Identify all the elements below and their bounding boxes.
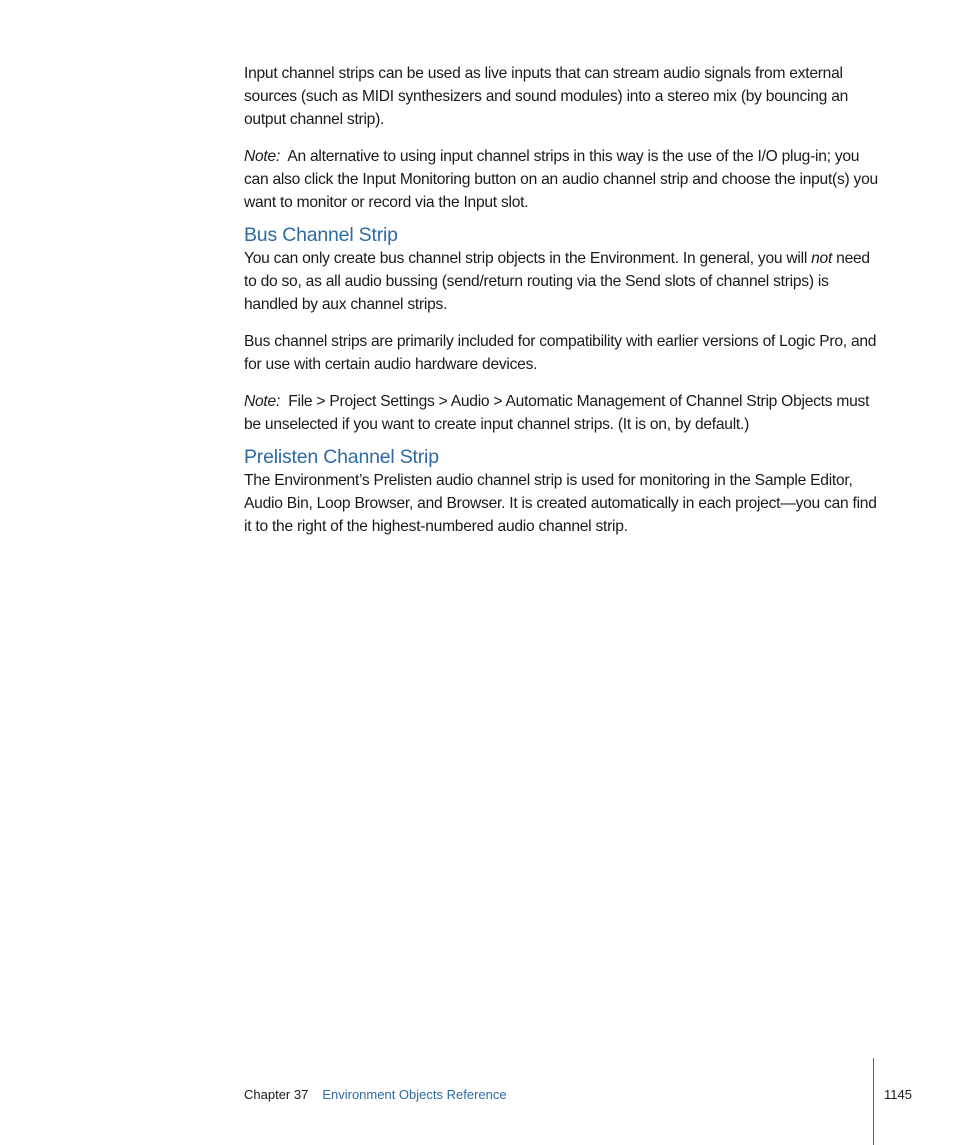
prelisten-channel-strip-heading: Prelisten Channel Strip: [244, 446, 439, 468]
bus-note: [244, 390, 880, 436]
note-text: File > Project Settings > Audio > Automatic Management of Channel Strip Objects must be unselected if you want to create input channel strips. (It is on, by default.): [244, 393, 870, 433]
note-label: Note:: [244, 148, 281, 165]
note-text: An alternative to using input channel strips in this way is the use of the I/O plug-in; you can also click the Input Monitoring button on an audio channel strip and choose the input(s) you want to monitor or record via the Input slot.: [244, 148, 878, 211]
bus-paragraph-1-start: You can only create bus channel strip objects in the Environment. In general, you will: [244, 250, 812, 267]
intro-note: [244, 145, 880, 214]
page-footer: [244, 1086, 507, 1104]
chapter-label: Chapter 37: [244, 1087, 309, 1102]
prelisten-paragraph: The Environment’s Prelisten audio channel strip is used for monitoring in the Sample Editor, Audio Bin, Loop Browser, and Browser. It is created automatically in each project—you can find it to the right of the highest-numbered audio channel strip.: [244, 472, 877, 535]
bus-paragraph-1: [244, 247, 880, 316]
page-body: [244, 62, 880, 552]
note-label: Note:: [244, 393, 281, 410]
bus-channel-strip-heading: Bus Channel Strip: [244, 224, 398, 246]
bus-paragraph-2: Bus channel strips are primarily included for compatibility with earlier versions of Logic Pro, and for use with certain audio hardware devices.: [244, 333, 877, 373]
bus-paragraph-1-emphasis: not: [811, 250, 833, 267]
bus-paragraph-1-end: need to do so, as all audio bussing (send/return routing via the Send slots of channel strips) is handled by aux channel strips.: [244, 250, 870, 313]
intro-paragraph: Input channel strips can be used as live inputs that can stream audio signals from external sources (such as MIDI synthesizers and sound modules) into a stereo mix (by bouncing an output channel strip).: [244, 65, 849, 128]
footer-divider: [873, 1058, 874, 1145]
chapter-title: Environment Objects Reference: [322, 1087, 507, 1102]
page-number: 1145: [884, 1087, 912, 1102]
